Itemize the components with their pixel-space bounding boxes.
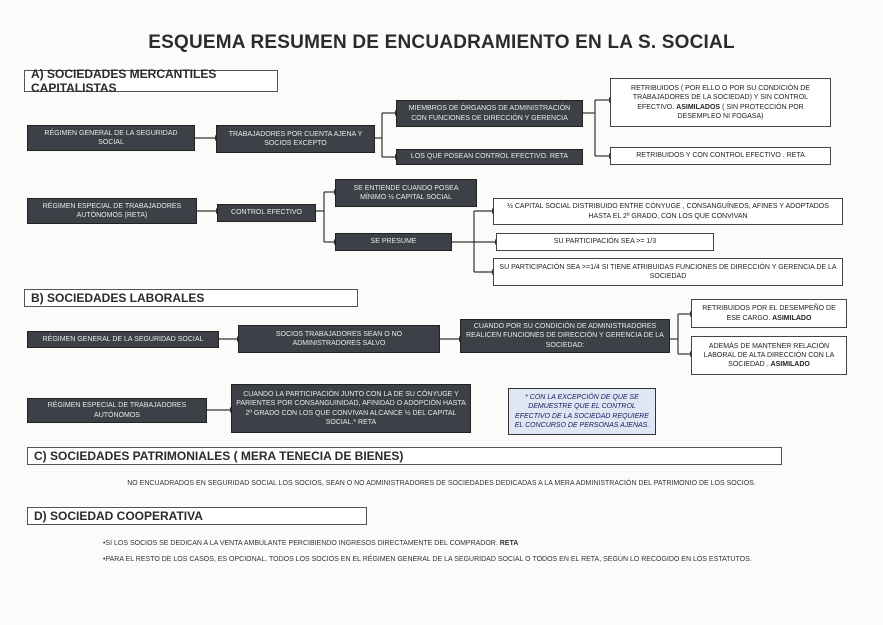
- a-presume-tercio-box: SU PARTICIPACIÓN SEA >= 1/3: [496, 233, 714, 251]
- a-se-presume-box: SE PRESUME: [335, 233, 452, 251]
- b-excepcion-note: * CON LA EXCEPCIÓN DE QUE SE DEMUESTRE QUE EL CONTROL EFECTIVO DE LA SOCIEDAD REQUIERE EL CONCURSO DE PERSONAS AJENAS.: [508, 388, 656, 435]
- b-participacion-box: CUANDO LA PARTICIPACIÓN JUNTO CON LA DE SU CÓNYUGE Y PARIENTES POR CONSANGUINIDAD, AFINIDAD O ADOPCIÓN HASTA 2º GRADO CON LOS QUE CONVIVAN ALCANCE ½ DEL CAPITAL SOCIAL.* RETA: [231, 384, 471, 433]
- section-c-heading: C) SOCIEDADES PATRIMONIALES ( MERA TENECIA DE BIENES): [27, 447, 782, 465]
- b-regimen-general-box: RÉGIMEN GENERAL DE LA SEGURIDAD SOCIAL: [27, 331, 219, 348]
- a-regimen-general-box: RÉGIMEN GENERAL DE LA SEGURIDAD SOCIAL: [27, 125, 195, 151]
- a-retribuidos-sin-control-box: [610, 78, 831, 127]
- a-presume-capital-box: ½ CAPITAL SOCIAL DISTRIBUIDO ENTRE CÓNYUGE , CONSANGUÍNEOS, AFINES Y ADOPTADOS HASTA EL 2º GRADO, CON LOS QUE CONVIVAN: [493, 198, 843, 225]
- b-retribuidos-text: RETRIBUIDOS POR EL DESEMPEÑO DE ESE CARGO. ASIMILADO: [702, 305, 836, 322]
- a-trabajadores-box: TRABAJADORES POR CUENTA AJENA Y SOCIOS EXCEPTO: [216, 125, 375, 153]
- section-a-heading: A) SOCIEDADES MERCANTILES CAPITALISTAS: [24, 70, 278, 92]
- section-c-text: NO ENCUADRADOS EN SEGURIDAD SOCIAL LOS SOCIOS, SEAN O NO ADMINISTRADORES DE SOCIEDADES DEDICADAS A LA MERA ADMINISTRACIÓN DEL PATRIMONIO DE LOS SOCIOS.: [127, 480, 756, 487]
- a-se-entiende-box: SE ENTIENDE CUANDO POSEA MÍNIMO ½ CAPITAL SOCIAL: [335, 179, 477, 207]
- section-d-line-2: •PARA EL RESTO DE LOS CASOS, ES OPCIONAL. TODOS LOS SOCIOS EN EL RÉGIMEN GENERAL DE LA SEGURIDAD SOCIAL O TODOS EN EL RETA, SEGÚN LO RECOGIDO EN LOS ESTATUTOS.: [103, 556, 752, 563]
- b-reta-box: RÉGIMEN ESPECIAL DE TRABAJADORES AUTÓNOMOS: [27, 398, 207, 423]
- a-miembros-box: MIEMBROS DE ÓRGANOS DE ADMINISTRACIÓN CON FUNCIONES DE DIRECCIÓN Y GERENCIA: [396, 100, 583, 127]
- b-socios-box: SOCIOS TRABAJADORES SEAN O NO ADMINISTRADORES SALVO: [238, 325, 440, 353]
- page-title: ESQUEMA RESUMEN DE ENCUADRAMIENTO EN LA S. SOCIAL: [148, 32, 735, 53]
- b-ademas-box: [691, 336, 847, 375]
- a-control-efectivo-reta-box: LOS QUE POSEAN CONTROL EFECTIVO. RETA: [396, 149, 583, 165]
- a-reta-box: RÉGIMEN ESPECIAL DE TRABAJADORES AUTÓNOMOS (RETA): [27, 198, 197, 224]
- a-control-efectivo-box: CONTROL EFECTIVO: [217, 204, 316, 222]
- a-retribuidos-sin-control-text: RETRIBUIDOS ( POR ELLO O POR SU CONDICIÓN DE TRABAJADORES DE LA SOCIEDAD) Y SIN CONTROL EFECTIVO. ASIMILADOS ( SIN PROTECCIÓN POR DESEMPLEO NI FOGASA): [631, 85, 810, 120]
- b-retribuidos-box: [691, 299, 847, 328]
- a-retribuidos-con-control-box: RETRIBUIDOS Y CON CONTROL EFECTIVO . RETA: [610, 147, 831, 165]
- b-ademas-text: ADEMÁS DE MANTENER RELACIÓN LABORAL DE ALTA DIRECCIÓN CON LA SOCIEDAD . ASIMILADO: [703, 342, 835, 369]
- section-b-heading: B) SOCIEDADES LABORALES: [24, 289, 358, 307]
- section-d-line-1: •SI LOS SOCIOS SE DEDICAN A LA VENTA AMBULANTE PERCIBIENDO INGRESOS DIRECTAMENTE DEL COMPRADOR. RETA: [103, 540, 519, 547]
- b-cuando-box: CUANDO POR SU CONDICIÓN DE ADMINISTRADORES REALICEN FUNCIONES DE DIRECCIÓN Y GERENCIA DE LA SOCIEDAD:: [460, 319, 670, 353]
- a-presume-cuarto-box: SU PARTICIPACIÓN SEA >=1/4 SI TIENE ATRIBUIDAS FUNCIONES DE DIRECCIÓN Y GERENCIA DE LA SOCIEDAD: [493, 258, 843, 286]
- section-d-heading: D) SOCIEDAD COOPERATIVA: [27, 507, 367, 525]
